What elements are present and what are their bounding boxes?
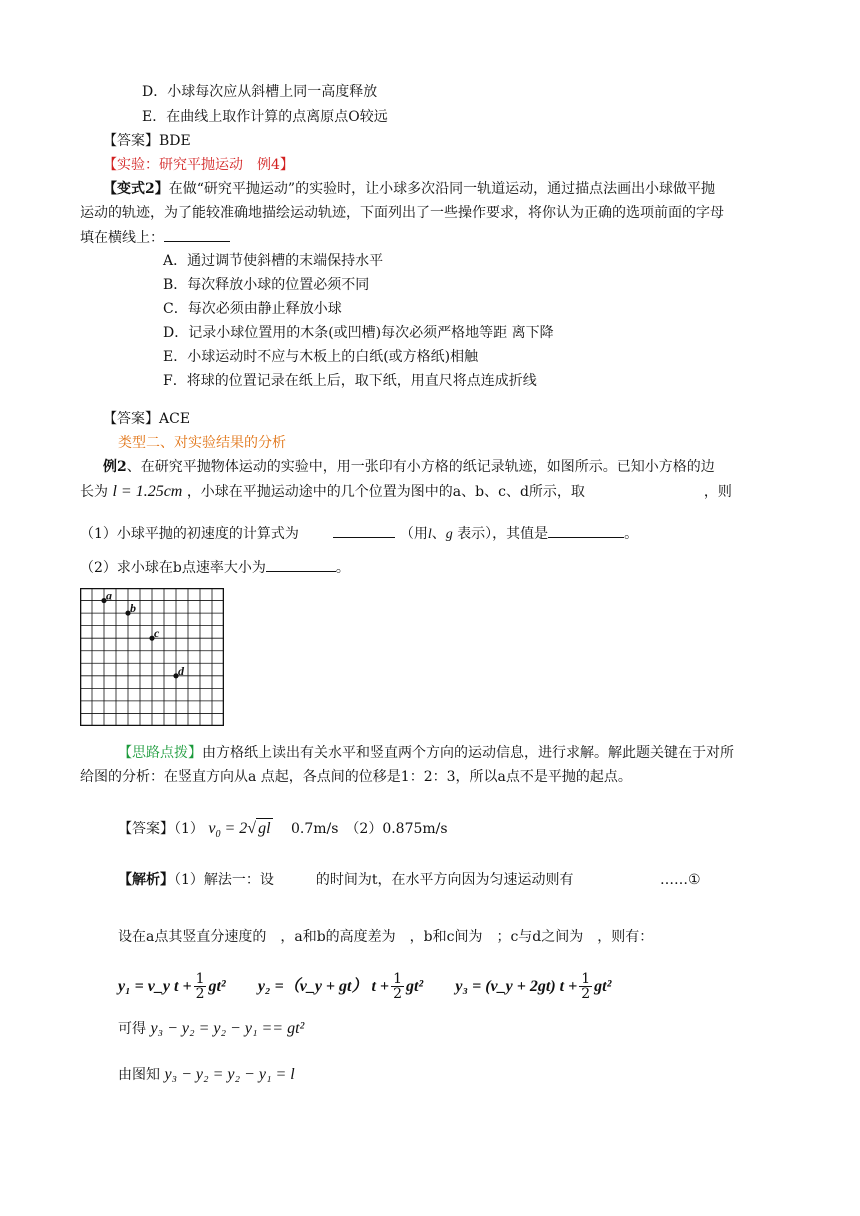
answer-3-values: 0.7m/s （2）0.875m/s [276, 821, 448, 837]
variant-line-2: 运动的轨迹，为了能较准确地描绘运动轨迹，下面列出了一些操作要求，将你认为正确的选项前面的字母 [80, 205, 724, 221]
solution-mark: ……① [660, 872, 701, 888]
equation-y3: y₃ = (v_y + 2gt) t + [455, 978, 578, 995]
question-1-sep: 、 [431, 526, 446, 542]
speed-blank [266, 557, 336, 572]
option-f: F．将球的位置记录在纸上后，取下纸，用直尺将点连成折线 [163, 373, 537, 389]
point-b-label: b [130, 601, 136, 616]
half-fraction-1 [194, 972, 207, 1001]
question-2-text-a: （2）求小球在b点速率大小为 [80, 560, 266, 576]
half-num-1: 1 [195, 971, 205, 987]
question-1-text-b: （用 [399, 526, 428, 542]
type-2-heading: 类型二、对实验结果的分析 [118, 435, 286, 451]
example-2-line-2 [80, 482, 732, 502]
equation-row [118, 966, 611, 1007]
hint-line-1 [118, 743, 734, 763]
derive-2-formula: y₃ − y₂ = y₂ − y₁ = l [164, 1066, 295, 1083]
variant-text-3: 填在横线上： [80, 230, 164, 246]
example-2-text-2a: 长为 [80, 484, 108, 500]
answer-3: 【答案】（1） $v_0 = 2√$ gl 0.7m/s （2）0.875m/s [118, 820, 448, 841]
experiment-title: 【实验：研究平抛运动 例4】 [103, 157, 294, 173]
equation-y2: y₂ =（v_y + gt） t + [257, 978, 390, 995]
equation-gt2-3: gt² [594, 978, 612, 995]
question-2 [80, 557, 350, 578]
v0-subscript: 0 [215, 829, 221, 841]
half-den-3: 2 [581, 986, 591, 1002]
v0-equals: = 2 [220, 820, 248, 837]
variant-line-1 [103, 179, 715, 199]
sqrt-gl: gl [258, 820, 271, 837]
equation-gt2-1: gt² [208, 978, 226, 995]
option-b: B．每次释放小球的位置必须不同 [163, 277, 370, 293]
derive-1-formula: y₃ − y₂ = y₂ − y₁ == gt² [150, 1020, 305, 1037]
equation-y1: y₁ = v_y t + [118, 978, 192, 995]
variant-line-3 [80, 227, 230, 248]
variant-label: 【变式2】 [103, 181, 169, 197]
hint-line-2: 给图的分析：在竖直方向从a 点起，各点间的位移是1：2：3，所以a点不是平抛的起点。 [80, 769, 632, 785]
derive-line-2 [118, 1065, 295, 1085]
formula-blank [333, 523, 395, 538]
option-e2: E．小球运动时不应与木板上的白纸(或方格纸)相触 [163, 349, 479, 365]
half-den-2: 2 [393, 986, 402, 1002]
option-a: A．通过调节使斜槽的末端保持水平 [163, 253, 384, 269]
question-2-text-b: 。 [335, 560, 350, 576]
point-c-label: c [154, 626, 160, 641]
hint-text-1: 由方格纸上读出有关水平和竖直两个方向的运动信息，进行求解。解此题关键在于对所 [202, 745, 734, 761]
derive-1-label: 可得 [118, 1021, 146, 1037]
question-1 [80, 523, 638, 545]
var-g: g [445, 527, 453, 542]
hint-label: 【思路点拨】 [118, 745, 202, 761]
option-c: C．每次必须由静止释放小球 [163, 301, 342, 317]
solution-label: 【解析】 [118, 872, 174, 888]
example-2-text-2c: ，则 [703, 484, 732, 500]
side-length-formula: l = 1.25cm [112, 483, 183, 500]
solution-text: （1）解法一：设 的时间为t，在水平方向因为匀速运动则有 [174, 872, 574, 888]
derive-2-label: 由图知 [118, 1067, 160, 1083]
example-2-text-2b: ，小球在平抛运动途中的几个位置为图中的a、b、c、d所示，取 [186, 484, 585, 500]
option-e: E．在曲线上取作计算的点离原点O较远 [142, 109, 388, 125]
grid-figure [80, 588, 224, 726]
example-2-text-1: 、在研究平抛物体运动的实验中，用一张印有小方格的纸记录轨迹，如图所示。已知小方格的边 [126, 459, 715, 475]
answer-1: 【答案】BDE [103, 133, 191, 149]
equation-gt2-2: gt² [405, 978, 424, 995]
example-2-label: 例2 [103, 459, 127, 475]
half-fraction-3 [579, 972, 592, 1001]
answer-3-label: 【答案】（1） [118, 821, 204, 837]
point-d-label: d [178, 663, 184, 678]
solution-line-2: 设在a点其竖直分速度的 ，a和b的高度差为 ，b和c间为 ；c与d之间为 ，则有： [118, 929, 654, 945]
half-num-3: 1 [581, 971, 591, 987]
option-d: D．小球每次应从斜槽上同一高度释放 [142, 84, 378, 100]
question-1-text-d: 。 [624, 526, 639, 542]
option-d2: D．记录小球位置用的木条(或凹槽)每次必须严格地等距 离下降 [163, 325, 554, 341]
half-fraction-2 [391, 972, 404, 1001]
v0-symbol: v [208, 820, 216, 837]
derive-line-1 [118, 1019, 304, 1039]
half-den-1: 2 [195, 986, 205, 1002]
point-a-label: a [106, 588, 112, 603]
value-blank [548, 523, 624, 538]
example-2-line-1 [103, 457, 715, 477]
half-num-2: 1 [393, 971, 402, 987]
solution-line [118, 870, 574, 890]
question-1-text-a: （1）小球平抛的初速度的计算式为 [80, 526, 299, 542]
answer-blank [164, 227, 230, 242]
var-l: l [427, 527, 432, 542]
variant-text-1: 在做“研究平抛运动”的实验时，让小球多次沿同一轨道运动，通过描点法画出小球做平抛 [168, 181, 716, 197]
answer-2: 【答案】ACE [103, 411, 191, 427]
question-1-text-c: 表示），其值是 [457, 526, 549, 542]
